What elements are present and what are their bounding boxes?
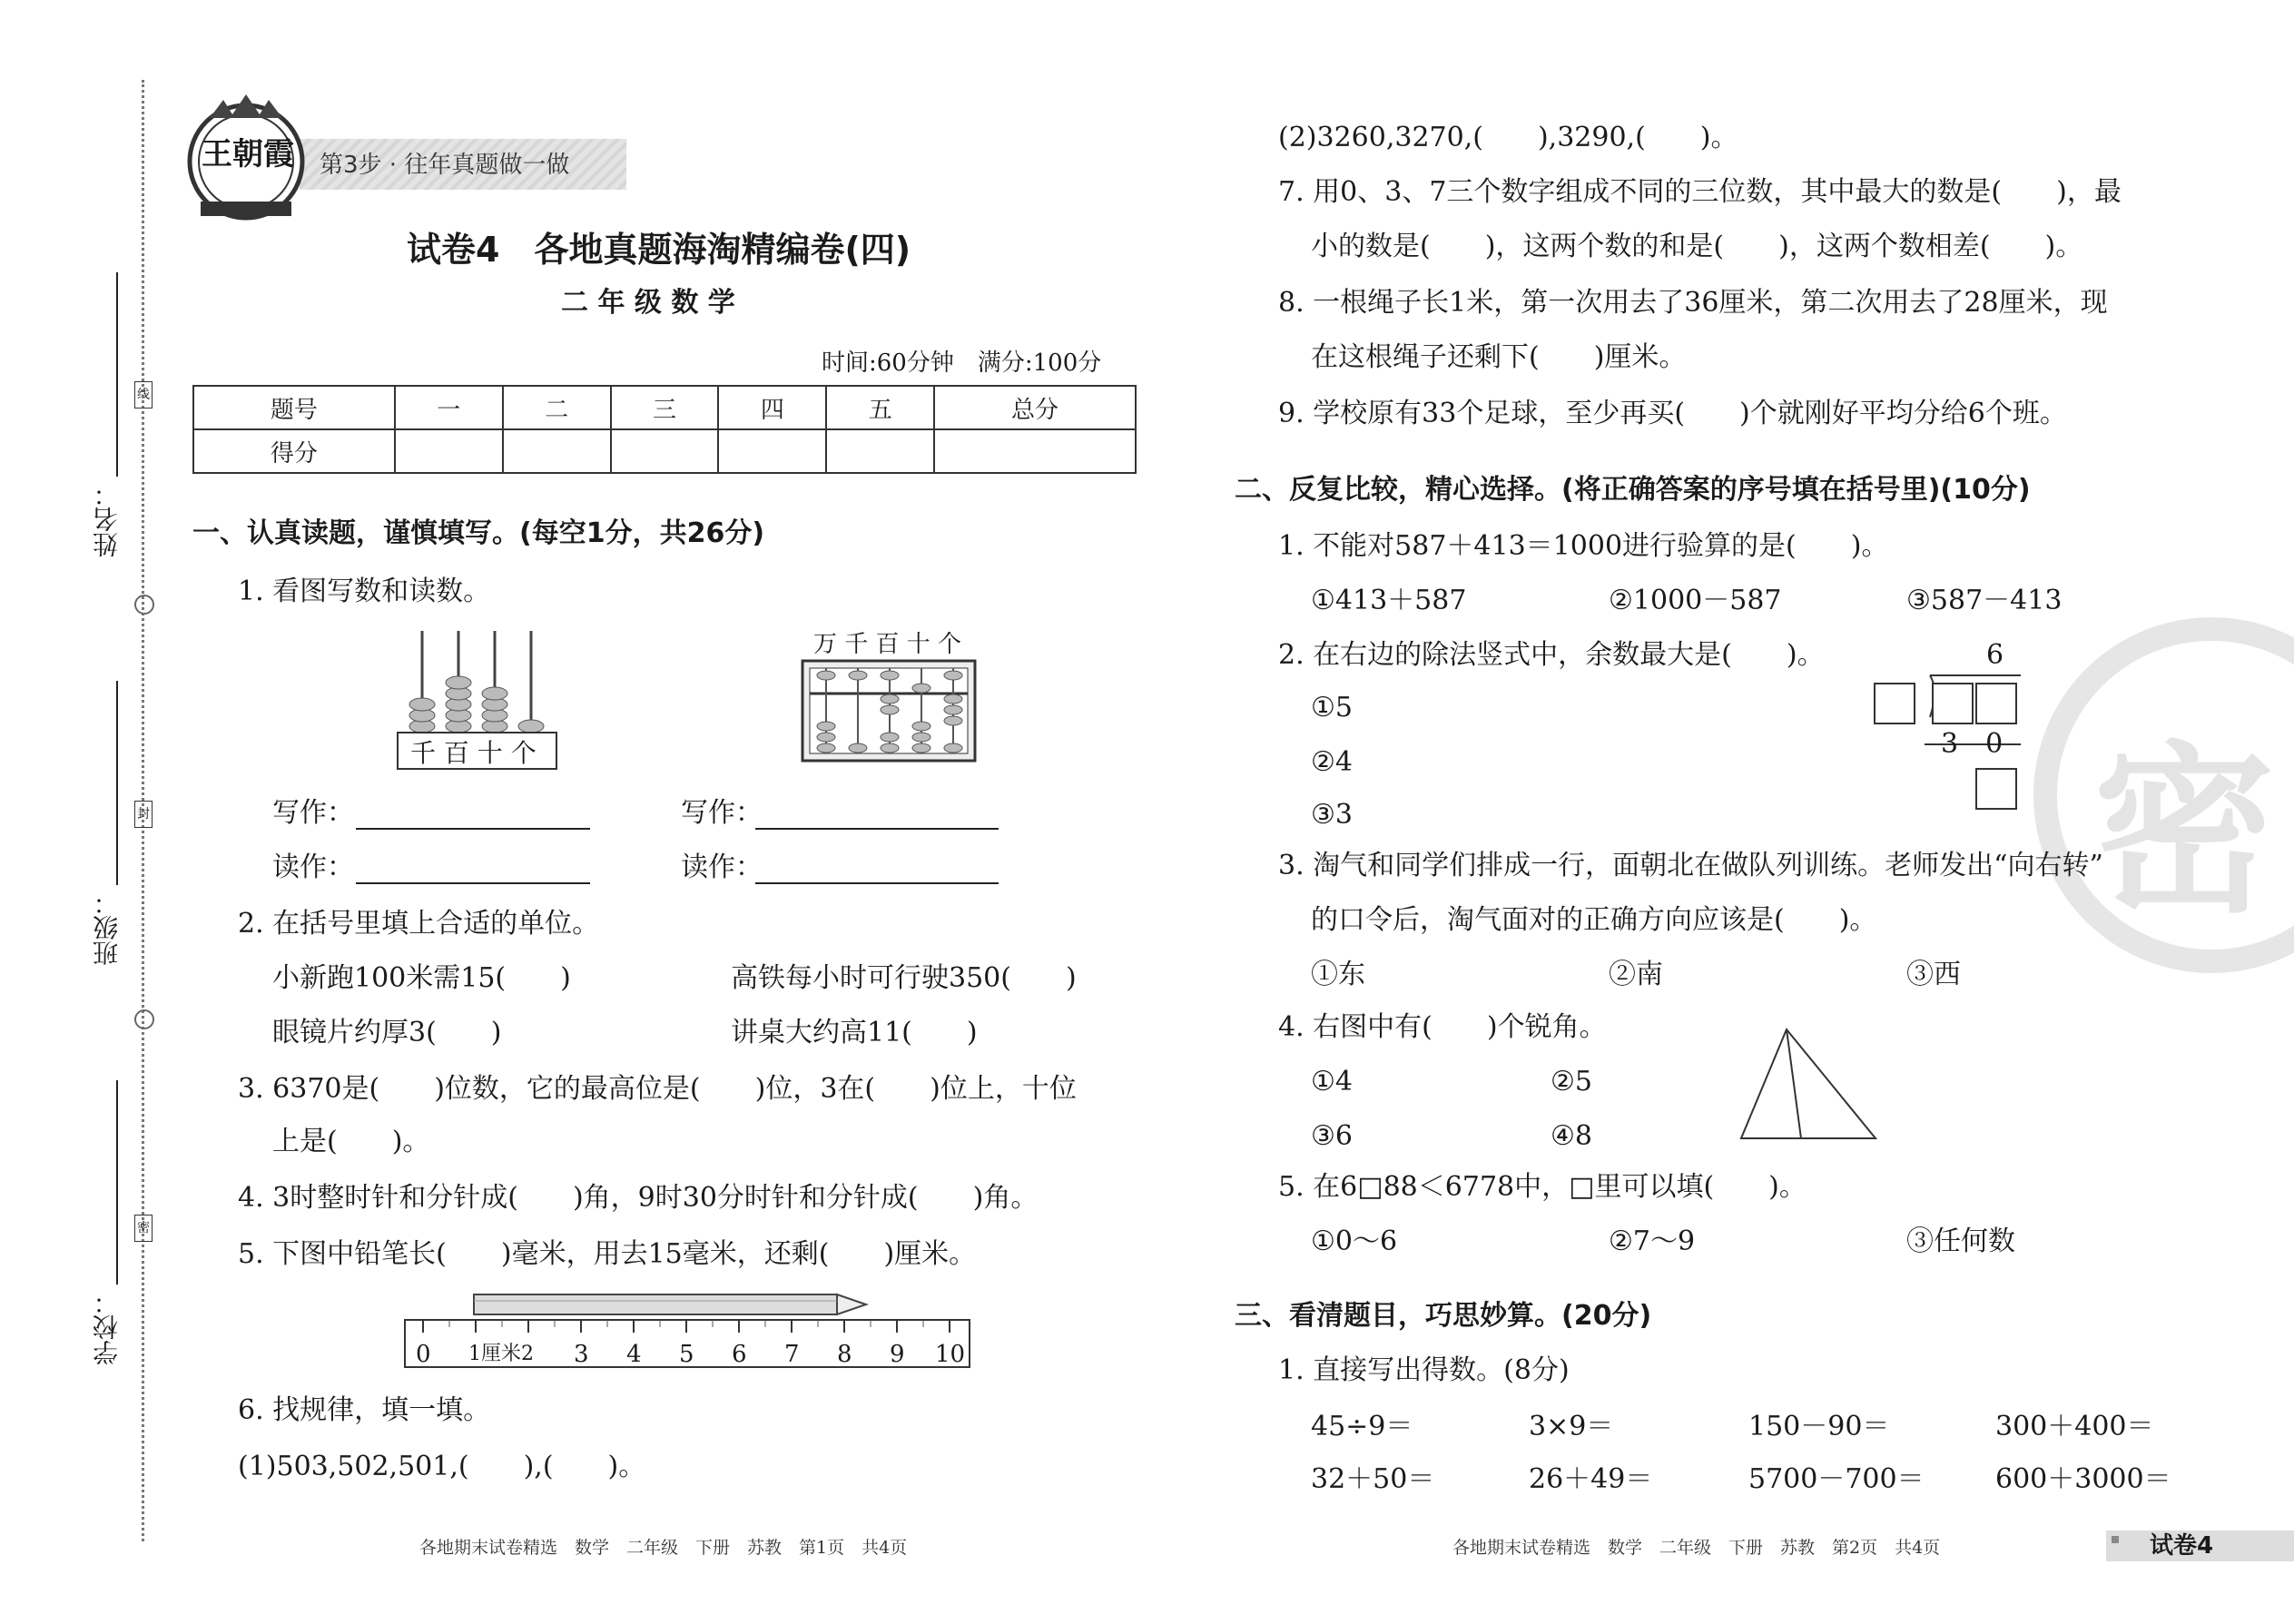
triangle-figure: [1736, 1026, 1881, 1144]
footer-tag: 试卷4: [2150, 1532, 2214, 1560]
footer-left: 各地期末试卷精选 数学 二年级 下册 苏教 第1页 共4页: [419, 1538, 908, 1558]
read-label-1: 读作：: [272, 851, 354, 883]
read-blank-2[interactable]: [755, 882, 999, 884]
s2-question-1: 1. 不能对587＋413＝1000进行验算的是( )。: [1278, 530, 1889, 562]
calc-item: 300＋400＝: [1995, 1411, 2154, 1442]
score-row: [193, 429, 1136, 473]
ruler-tick-label: 8: [837, 1341, 852, 1368]
score-cell[interactable]: [503, 429, 611, 473]
calc-item: 3×9＝: [1529, 1411, 1614, 1442]
option: ①东: [1311, 959, 1365, 990]
calc-item: 26＋49＝: [1529, 1463, 1653, 1495]
s2-question-3: 3. 淘气和同学们排成一行，面朝北在做队列训练。老师发出“向右转”: [1278, 850, 2103, 881]
option: ④8: [1551, 1120, 1592, 1152]
option: ③3: [1311, 799, 1353, 831]
score-cell[interactable]: [934, 429, 1136, 473]
footer-tag-mark: [2112, 1536, 2119, 1543]
score-header-cell: 四: [718, 386, 826, 429]
divisor-box[interactable]: [1874, 683, 1915, 724]
question-2b: 高铁每小时可行驶350( ): [731, 962, 1077, 994]
ruler-tick-label: 6: [732, 1341, 747, 1368]
calc-item: 600＋3000＝: [1995, 1463, 2171, 1495]
question-1: 1. 看图写数和读数。: [238, 576, 491, 607]
score-cell[interactable]: [395, 429, 503, 473]
pencil: [399, 1289, 871, 1320]
cut-mark: 封: [134, 801, 153, 828]
remainder-box[interactable]: [1975, 768, 2017, 810]
question-2: 2. 在括号里填上合适的单位。: [238, 908, 600, 940]
punch-hole: [134, 595, 154, 615]
calc-item: 5700－700＝: [1748, 1463, 1925, 1495]
question-2a: 小新跑100米需15( ): [272, 962, 571, 994]
question-6-2: (2)3260,3270,( ),3290,( )。: [1278, 122, 1738, 153]
footer-right: 各地期末试卷精选 数学 二年级 下册 苏教 第2页 共4页: [1452, 1538, 1941, 1558]
s2-question-3-cont: 的口令后，淘气面对的正确方向应该是( )。: [1311, 904, 1877, 936]
ruler-tick-label: 4: [626, 1341, 642, 1368]
section-1-title: 一、认真读题，谨慎填写。(每空1分，共26分): [192, 517, 765, 549]
score-cell[interactable]: [718, 429, 826, 473]
class-label: 班级：: [92, 890, 122, 966]
ruler-tick-label: 3: [574, 1341, 589, 1368]
ruler-tick-label: 0: [416, 1341, 431, 1368]
calc-item: 32＋50＝: [1311, 1463, 1435, 1495]
abacus-2-label: 万 千 百 十 个: [813, 631, 962, 658]
option: ③西: [1906, 959, 1961, 990]
question-3: 3. 6370是( )位数，它的最高位是( )位，3在( )位上，十位: [238, 1073, 1077, 1105]
score-header-cell: 五: [826, 386, 934, 429]
cut-mark: 密: [134, 1215, 153, 1242]
score-header-cell: 总分: [934, 386, 1136, 429]
score-table: [192, 385, 1137, 474]
question-2d: 讲桌大约高11( ): [731, 1017, 978, 1048]
dividend-box[interactable]: [1975, 683, 2017, 724]
option: ②7～9: [1609, 1225, 1696, 1257]
write-label-2: 写作：: [681, 797, 763, 829]
ruler-tick-label: 1厘米2: [468, 1343, 534, 1365]
question-7: 7. 用0、3、7三个数字组成不同的三位数，其中最大的数是( )，最: [1278, 176, 2122, 208]
write-blank-2[interactable]: [755, 828, 999, 830]
division-quotient: 6: [1986, 639, 2004, 671]
class-line: [116, 681, 118, 885]
stamp-char: 密: [2093, 726, 2276, 938]
option: ②南: [1609, 959, 1663, 990]
question-2c: 眼镜片约厚3( ): [272, 1017, 502, 1048]
write-blank-1[interactable]: [356, 828, 590, 830]
option: ①0～6: [1311, 1225, 1398, 1257]
s2-question-5: 5. 在6□88＜6778中，□里可以填( )。: [1278, 1171, 1807, 1203]
question-6-1: (1)503,502,501,( ),( )。: [238, 1451, 646, 1482]
option: ③6: [1311, 1120, 1353, 1152]
logo-text: 王朝霞: [202, 136, 294, 172]
watermark-stamp: [2033, 617, 2294, 973]
question-8-cont: 在这根绳子还剩下( )厘米。: [1311, 341, 1687, 373]
division-partial: 3 0: [1941, 728, 2004, 760]
s2-question-2: 2. 在右边的除法竖式中，余数最大是( )。: [1278, 639, 1825, 671]
step-text: 第3步 · 往年真题做一做: [320, 152, 570, 179]
subtitle: 二 年 级 数 学: [561, 287, 735, 319]
s2-question-4: 4. 右图中有( )个锐角。: [1278, 1011, 1607, 1043]
option: ①5: [1311, 692, 1353, 723]
option: ②4: [1311, 746, 1353, 778]
ruler-tick-label: 7: [784, 1341, 800, 1368]
option: ③587－413: [1906, 585, 2063, 616]
question-9: 9. 学校原有33个足球，至少再买( )个就刚好平均分给6个班。: [1278, 398, 2067, 429]
question-6: 6. 找规律，填一填。: [238, 1394, 491, 1426]
read-label-2: 读作：: [681, 851, 763, 883]
question-5: 5. 下图中铅笔长( )毫米，用去15毫米，还剩( )厘米。: [238, 1238, 977, 1270]
option: ③任何数: [1906, 1225, 2015, 1257]
ruler-tick-label: 10: [935, 1341, 966, 1368]
section-2-title: 二、反复比较，精心选择。(将正确答案的序号填在括号里)(10分): [1235, 474, 2031, 506]
abacus-2: [799, 657, 980, 764]
school-line: [116, 1080, 118, 1284]
write-label-1: 写作：: [272, 797, 354, 829]
question-7-cont: 小的数是( )，这两个数的和是( )，这两个数相差( )。: [1311, 231, 2083, 262]
option: ②1000－587: [1609, 585, 1782, 616]
option: ②5: [1551, 1066, 1592, 1097]
time-info: 时间:60分钟 满分:100分: [822, 349, 1102, 377]
score-header-cell: 题号: [193, 386, 395, 429]
option: ①413＋587: [1311, 585, 1467, 616]
score-header-cell: 一: [395, 386, 503, 429]
score-header-cell: 二: [503, 386, 611, 429]
score-header-cell: 三: [611, 386, 719, 429]
page-title: 试卷4 各地真题海淘精编卷(四): [407, 230, 911, 270]
ruler-tick-label: 9: [890, 1341, 905, 1368]
calc-item: 45÷9＝: [1311, 1411, 1413, 1442]
step-banner: [300, 139, 626, 190]
name-label: 姓名：: [92, 481, 122, 557]
option: ①4: [1311, 1066, 1353, 1097]
question-8: 8. 一根绳子长1米，第一次用去了36厘米，第二次用去了28厘米，现: [1278, 287, 2108, 319]
cut-mark: 线: [134, 381, 153, 408]
ruler-tick-label: 5: [679, 1341, 694, 1368]
score-row-label: 得分: [193, 429, 395, 473]
score-cell[interactable]: [611, 429, 719, 473]
name-line: [116, 272, 118, 477]
abacus-1-label: 千 百 十 个: [410, 738, 537, 768]
section-3-title: 三、看清题目，巧思妙算。(20分): [1235, 1300, 1652, 1332]
calc-item: 150－90＝: [1748, 1411, 1890, 1442]
school-label: 学校：: [92, 1289, 122, 1365]
question-4: 4. 3时整时针和分针成( )角，9时30分时针和分针成( )角。: [238, 1182, 1039, 1214]
s3-question-1: 1. 直接写出得数。(8分): [1278, 1354, 1570, 1386]
score-header-row: [193, 386, 1136, 429]
punch-hole: [134, 1009, 154, 1029]
score-cell[interactable]: [826, 429, 934, 473]
read-blank-1[interactable]: [356, 882, 590, 884]
dividend-box[interactable]: [1932, 683, 1974, 724]
question-3-cont: 上是( )。: [272, 1126, 430, 1157]
